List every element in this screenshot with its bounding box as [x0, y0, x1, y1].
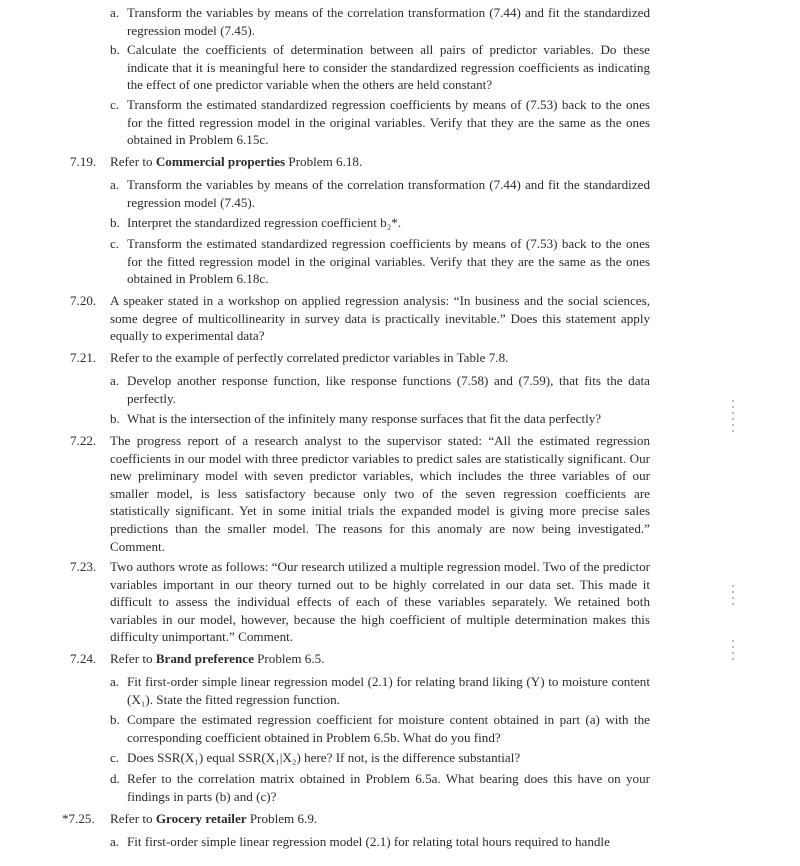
problem-number: 7.20. — [70, 293, 97, 308]
problem-text — [110, 650, 650, 668]
part-text: Develop another response function, like response functions (7.58) and (7.59), that fits the data perfectly. — [127, 373, 650, 406]
problem-7-21-part-a — [110, 372, 650, 407]
part-text: What is the intersection of the infinitely many response surfaces that fit the data perfectly? — [127, 411, 602, 426]
problem-text — [110, 153, 650, 171]
text-post: Problem 6.5. — [253, 651, 325, 666]
problem-7-25 — [62, 810, 650, 828]
part-text: Interpret the standardized regression coefficient b₂*. — [127, 215, 402, 230]
text-pre: Refer to — [110, 811, 156, 826]
part-label: a. — [110, 5, 120, 20]
problem-text: A speaker stated in a workshop on applied regression analysis: “In business and the social sciences, some degree of multicollinearity in survey data is practically inevitable.” Does this statement apply equally to experimental data? — [110, 293, 650, 344]
part-text: Fit first-order simple linear regression model (2.1) for relating brand liking (Y) to moisture content (X₁). State the fitted regression function. — [127, 674, 650, 707]
part-label: b. — [110, 215, 120, 230]
problem-number: 7.22. — [70, 433, 97, 448]
text-post: Problem 6.18. — [285, 154, 363, 169]
problem-number: 7.21. — [70, 350, 97, 365]
part-label: c. — [110, 97, 120, 112]
part-label: c. — [110, 750, 120, 765]
problem-text — [110, 810, 650, 828]
problem-7-18-part-a — [110, 4, 650, 39]
dataset-name: Grocery retailer — [155, 811, 247, 826]
problem-7-19-part-b — [110, 214, 650, 232]
scan-artifact — [732, 640, 734, 664]
part-label: a. — [110, 177, 120, 192]
problem-7-22 — [70, 432, 650, 555]
scan-artifact — [732, 400, 734, 436]
part-label: b. — [110, 712, 120, 727]
problem-7-24-part-d — [110, 770, 650, 805]
problem-number: 7.23. — [70, 559, 97, 574]
problem-number: 7.19. — [70, 154, 97, 169]
problem-7-18-part-c — [110, 96, 650, 149]
problem-number: *7.25. — [62, 811, 95, 826]
part-text: Transform the estimated standardized regression coefficients by means of (7.53) back to the ones for the fitted regression model in the original variables. Verify that they are the same as the ones obtained in Problem 6.15c. — [127, 97, 650, 148]
part-text: Transform the variables by means of the correlation transformation (7.44) and fit the standardized regression model (7.45). — [127, 177, 650, 210]
part-label: a. — [110, 674, 120, 689]
scan-artifact — [732, 585, 734, 605]
part-text: Transform the variables by means of the correlation transformation (7.44) and fit the standardized regression model (7.45). — [127, 5, 650, 38]
problem-7-19-part-c — [110, 235, 650, 288]
problem-7-24-part-a — [110, 673, 650, 708]
part-text: Transform the estimated standardized regression coefficients by means of (7.53) back to the ones for the fitted regression model in the original variables. Verify that they are the same as the ones obtained in Problem 6.18c. — [127, 236, 650, 287]
problem-7-21 — [70, 349, 650, 367]
part-text: Calculate the coefficients of determination between all pairs of predictor variables. Do these indicate that it is meaningful here to consider the standardized regression coefficients as indicating the effect of one predictor variable when the others are held constant? — [127, 42, 650, 93]
part-label: d. — [110, 771, 120, 786]
part-label: a. — [110, 373, 120, 388]
part-text: Refer to the correlation matrix obtained in Problem 6.5a. What bearing does this have on your findings in parts (b) and (c)? — [127, 771, 650, 804]
problem-7-18-part-b — [110, 41, 650, 94]
problem-text: Refer to the example of perfectly correlated predictor variables in Table 7.8. — [110, 350, 509, 365]
problem-7-24-part-c — [110, 749, 650, 767]
text-pre: Refer to — [110, 651, 156, 666]
dataset-name: Commercial properties — [155, 154, 286, 169]
problem-7-21-part-b — [110, 410, 650, 428]
problem-number: 7.24. — [70, 651, 97, 666]
problem-text: Two authors wrote as follows: “Our research utilized a multiple regression model. Two of the predictor variables important in our theory turned out to be highly correlated in our data set. This made it difficult to assess the individual effects of each of these variables separately. We retained both variables in our model, however, because the high coefficient of multiple determination makes this difficulty unimportant.” Comment. — [110, 559, 650, 645]
problem-7-20 — [70, 292, 650, 345]
problem-7-19-part-a — [110, 176, 650, 211]
problem-text: The progress report of a research analyst to the supervisor stated: “All the estimated regression coefficients in our model with three predictor variables to predict sales are statistically significant. Our new preliminary model with seven predictor variables, which includes the three variables of our smaller model, is less satisfactory because only two of the seven regression coefficients are statistically significant. Yet in some initial trials the expanded model is giving more precise sales predictions than the smaller model. The reasons for this anomaly are now being investigated.” Comment. — [110, 433, 650, 554]
part-label: a. — [110, 834, 120, 849]
dataset-name: Brand preference — [155, 651, 254, 666]
part-label: b. — [110, 42, 120, 57]
problem-7-24-part-b — [110, 711, 650, 746]
problem-7-23 — [70, 558, 650, 646]
part-text: Fit first-order simple linear regression model (2.1) for relating total hours required to handle — [127, 834, 610, 849]
text-post: Problem 6.9. — [246, 811, 318, 826]
part-text: Does SSR(X₁) equal SSR(X₁|X₂) here? If not, is the difference substantial? — [127, 750, 521, 765]
part-label: b. — [110, 411, 120, 426]
problem-7-19 — [70, 153, 650, 171]
text-pre: Refer to — [110, 154, 156, 169]
part-text: Compare the estimated regression coefficient for moisture content obtained in part (a) with the corresponding coefficient obtained in Problem 6.5b. What do you find? — [127, 712, 650, 745]
problem-7-25-part-a — [110, 833, 650, 851]
part-label: c. — [110, 236, 120, 251]
problem-7-24 — [70, 650, 650, 668]
